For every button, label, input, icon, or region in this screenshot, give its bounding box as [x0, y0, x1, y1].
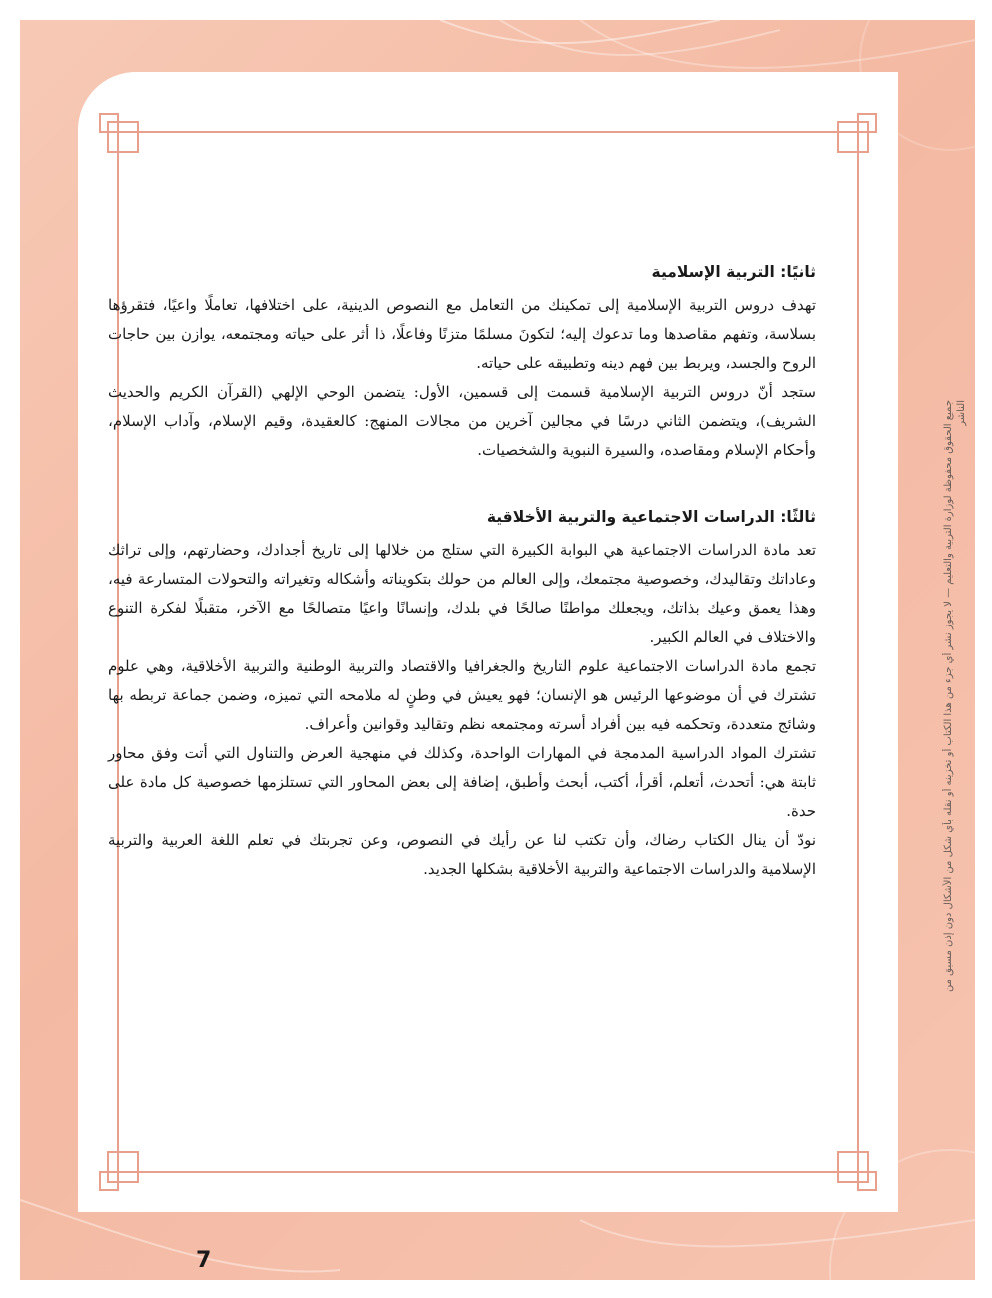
paragraph: تعد مادة الدراسات الاجتماعية هي البوابة الكبيرة التي ستلج من خلالها إلى تاريخ أجدادك، وحضارتهم، وإلى تراثك وعاداتك وتقاليدك، وخصوصية مجتمعك، وإلى العالم من حولك بتكويناته وأشكاله وتغيراته والتحولات المتسارعة فيه، وهذا يعمق وعيك بذاتك، ويجعلك مواطنًا صالحًا في بلدك، وإنسانًا واعيًا متصالحًا مع الآخر، متقبلًا لفكرة التنوع والاختلاف في العالم الكبير.	[108, 541, 816, 646]
paragraph: نودّ أن ينال الكتاب رضاك، وأن تكتب لنا عن رأيك في النصوص، وعن تجربتك في تعلم اللغة العربية والتربية الإسلامية والدراسات الاجتماعية والتربية الأخلاقية بشكلها الجديد.	[108, 831, 816, 878]
paragraph: تجمع مادة الدراسات الاجتماعية علوم التاريخ والجغرافيا والاقتصاد والتربية الوطنية والتربية الأخلاقية، وهي علوم تشترك في أن موضوعها الرئيس هو الإنسان؛ فهو يعيش في وطنٍ له ملامحه التي تميزه، وضمن جماعة تربطه بها وشائج متعددة، وتحكمه فيه بين أفراد أسرته ومجتمعه نظم وتقاليد وقوانين وأعراف.	[108, 657, 816, 733]
paragraph: تشترك المواد الدراسية المدمجة في المهارات الواحدة، وكذلك في منهجية العرض والتناول التي أتت وفق محاور ثابتة هي: أتحدث، أتعلم، أقرأ، أكتب، أبحث وأطبق، إضافة إلى بعض المحاور التي تستلزمها خصوصية كل مادة على حدة.	[108, 744, 816, 820]
section-heading-social-studies: ثالثًا: الدراسات الاجتماعية والتربية الأخلاقية	[486, 508, 816, 526]
main-content	[108, 258, 816, 884]
paragraph: ستجد أنّ دروس التربية الإسلامية قسمت إلى قسمين، الأول: يتضمن الوحي الإلهي (القرآن الكريم والحديث الشريف)، ويتضمن الثاني درسًا في مجالين آخرين من مجالات المنهج: كالعقيدة، وقيم الإسلام، وآداب الإسلام، وأحكام الإسلام ومقاصده، والسيرة النبوية والشخصيات.	[108, 383, 816, 459]
page-number: 7	[196, 1248, 212, 1273]
side-copyright-note: جميع الحقوق محفوظة لوزارة التربية والتعليم — لا يجوز نشر أي جزء من هذا الكتاب أو تخزينه أو نقله بأي شكل من الأشكال دون إذن مسبق من الناشر	[943, 400, 967, 992]
section-heading-islamic-education: ثانيًا: التربية الإسلامية	[651, 263, 816, 281]
paragraph: تهدف دروس التربية الإسلامية إلى تمكينك من التعامل مع النصوص الدينية، على اختلافها، تعاملًا واعيًا، فتقرؤها بسلاسة، وتفهم مقاصدها وما تدعوك إليه؛ لتكونَ مسلمًا متزنًا وفاعلًا، ذا أثر على حياته ومجتمعه، يوازن بين حاجات الروح والجسد، ويربط بين فهم دينه وتطبيقه على حياته.	[108, 296, 816, 372]
